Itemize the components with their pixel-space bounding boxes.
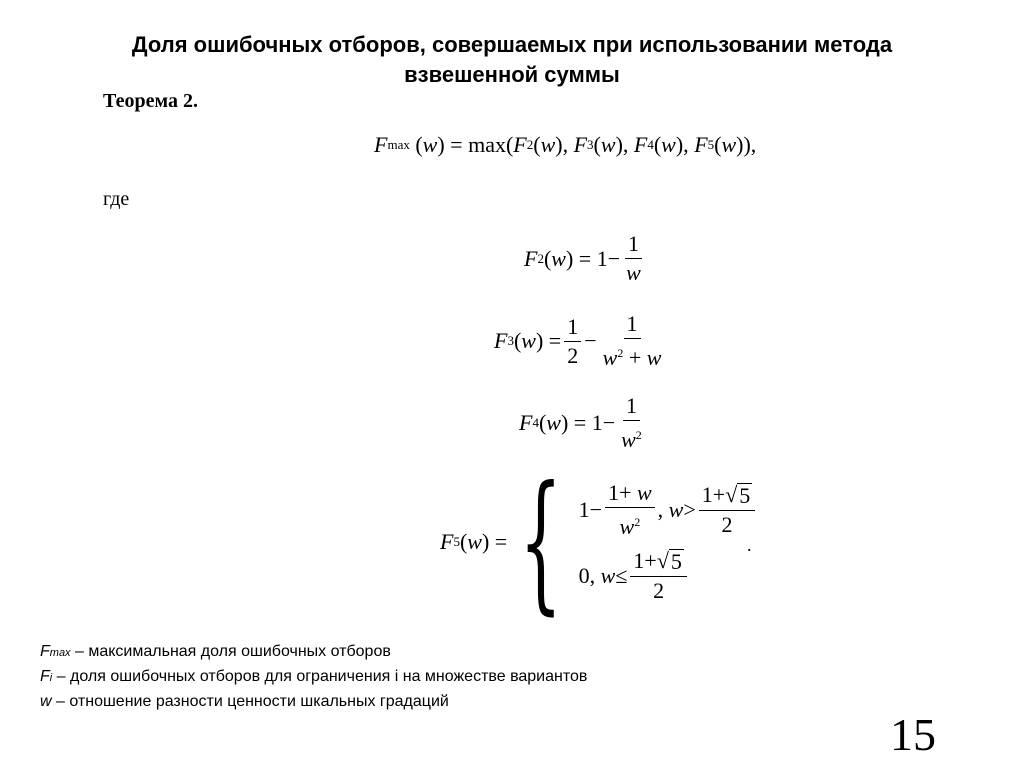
legend-item-fi: Fi – доля ошибочных отборов для ограничения i на множестве вариантов <box>40 668 588 685</box>
formula-f3: F 3 ( w ) = $\frac{1}{2}$ − $\frac{1}{w^2 + w}$ <box>494 311 662 370</box>
slide-title-line-2: взвешенной суммы <box>404 62 620 87</box>
theorem-label: Теорема 2. <box>103 90 198 112</box>
legend-item-fmax: Fmax – максимальная доля ошибочных отборов <box>40 643 391 660</box>
formula-dot: . <box>747 535 752 555</box>
legend-item-w: w – отношение разности ценности шкальных градаций <box>40 693 449 710</box>
formula-f5-case-2: 0, w ≤ 1+ √ 5 2 <box>579 549 759 603</box>
left-brace-icon: { <box>519 455 563 629</box>
formula-f5: F 5 ( w ) = { 1− $\frac{1+ w}{w^2}$ , w > 1+ √ 5 2 0, w ≤ 1+ √ 5 2 <box>440 472 758 612</box>
formula-fmax: F max ( w ) = max( F 2 ( w ), F 3 ( w ), F 4 ( w ), F 5 ( w )), <box>374 132 757 157</box>
legend <box>40 640 587 713</box>
formula-f2: F 2 ( w ) = 1− $\frac{1}{w}$ <box>524 231 641 285</box>
formula-f4: F 4 ( w ) = 1− $\frac{1}{w^2}$ <box>519 393 642 452</box>
formula-f5-case-1: 1− $\frac{1+ w}{w^2}$ , w > 1+ √ 5 2 <box>579 481 759 539</box>
page-number: 15 <box>890 709 936 760</box>
slide-title-line-1: Доля ошибочных отборов, совершаемых при использовании метода <box>131 32 893 57</box>
slide-title <box>40 30 984 90</box>
where-label: где <box>103 188 130 210</box>
